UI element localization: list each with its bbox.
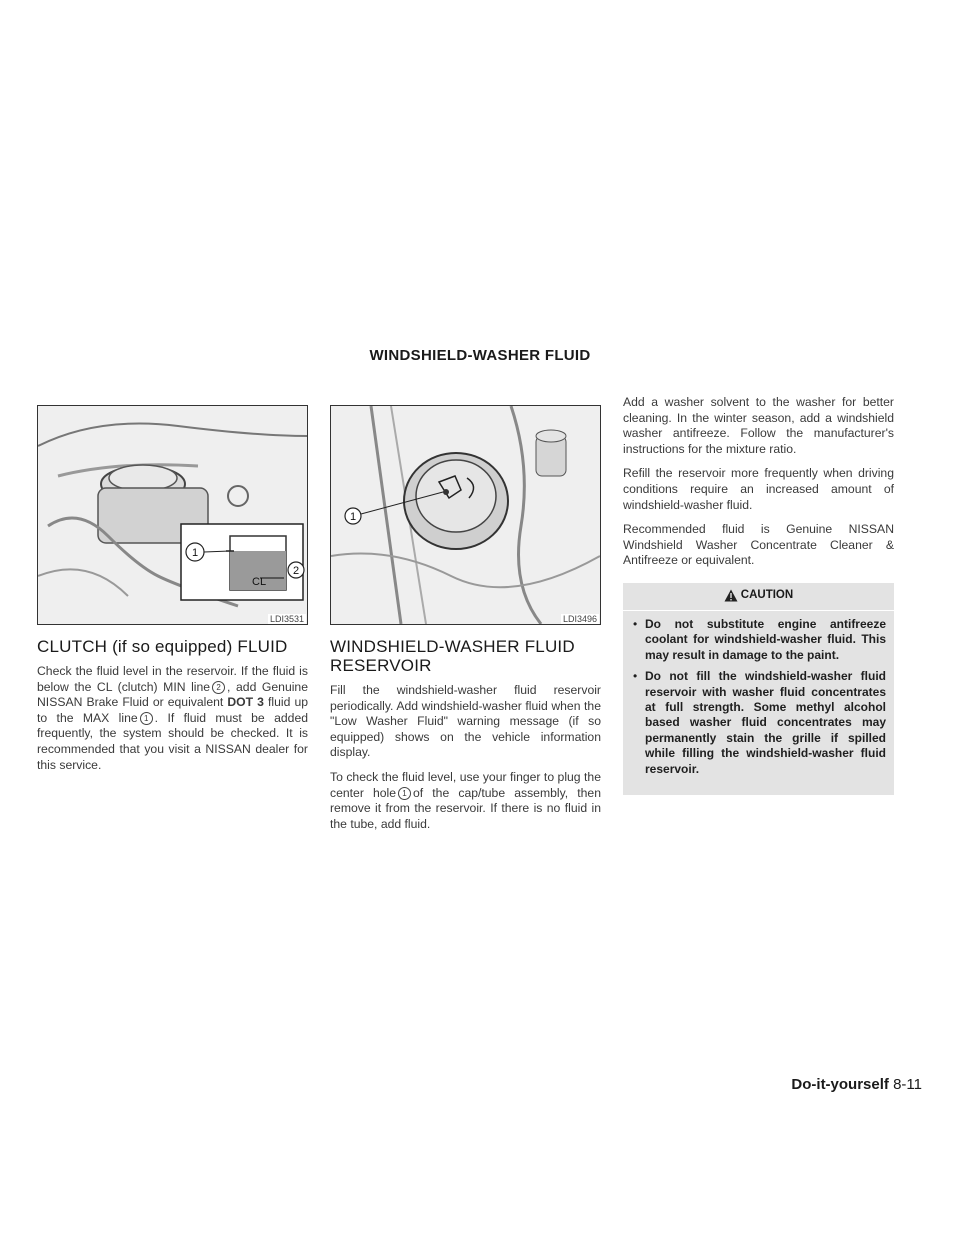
page-footer [791,1076,922,1093]
washer-reservoir-drawing [331,406,600,624]
reservoir-callout-1: 1 [350,511,357,523]
clutch-fluid-paragraph: Check the fluid level in the reservoir. If the fluid is below the CL (clutch) MIN line 2 , add Genuine NISSAN Brake Fluid or equivalent DOT 3 fluid up to the MAX line 1 . If fluid must be added frequently, the system should be checked. It is recommended that you visit a NISSAN dealer for this service. [37,664,309,772]
caution-item: • Do not fill the windshield-washer fluid reservoir with washer fluid concentrates at full strength. Some methyl alcohol based washer fluid concentrates may permanently stain the grille if spilled while filling the windshield-washer fluid reservoir. [631,669,886,777]
caution-divider [623,610,894,611]
washer-reservoir-paragraph-1: Fill the windshield-washer fluid reservoir periodically. Add windshield-washer fluid when the "Low Washer Fluid" warning message (if so equipped) shows on the vehicle information display. [330,683,601,760]
caution-header [623,589,894,602]
chapter-name: Do-it-yourself [791,1076,889,1093]
recommended-fluid-paragraph: Recommended fluid is Genuine NISSAN Windshield Washer Concentrate Cleaner & Antifreeze or equivalent. [623,522,894,568]
callout-1-inline-icon: 1 [398,787,411,800]
washer-reservoir-illustration [330,405,601,625]
washer-fluid-notes-column [623,395,894,795]
page-number: 8-11 [893,1076,922,1093]
clutch-inset-cl-label: CL [252,576,267,588]
washer-reservoir-title: WINDSHIELD-WASHER FLUID RESERVOIR [330,637,575,675]
clutch-reservoir-illustration [37,405,308,625]
clutch-reservoir-drawing [38,406,307,624]
washer-reservoir-column [330,405,601,841]
caution-heading: CAUTION [740,589,794,602]
caution-box [623,583,894,795]
caution-list [623,617,894,777]
section-heading: WINDSHIELD-WASHER FLUID [369,347,591,364]
callout-2-inline-icon: 2 [212,681,225,694]
clutch-callout-1: 1 [192,547,199,559]
warning-triangle-icon [724,589,738,602]
clutch-fluid-column [37,405,308,782]
washer-solvent-paragraph: Add a washer solvent to the washer for better cleaning. In the winter season, add a windshield washer antifreeze. Follow the manufacturer's instructions for the mixture ratio. [623,395,894,456]
callout-1-inline-icon: 1 [140,712,153,725]
washer-reservoir-paragraph-2: To check the fluid level, use your finger to plug the center hole 1 of the cap/tube assembly, then remove it from the reservoir. If there is no fluid in the tube, add fluid. [330,769,601,831]
reservoir-figure-code: LDI3496 [562,614,597,624]
caution-item: • Do not substitute engine antifreeze coolant for windshield-washer fluid. This may result in damage to the paint. [631,617,886,663]
clutch-callout-2: 2 [293,565,300,577]
clutch-figure-code: LDI3531 [269,614,304,624]
refill-paragraph: Refill the reservoir more frequently when driving conditions require an increased amount of windshield-washer fluid. [623,466,894,512]
clutch-fluid-title: CLUTCH (if so equipped) FLUID [37,637,288,656]
